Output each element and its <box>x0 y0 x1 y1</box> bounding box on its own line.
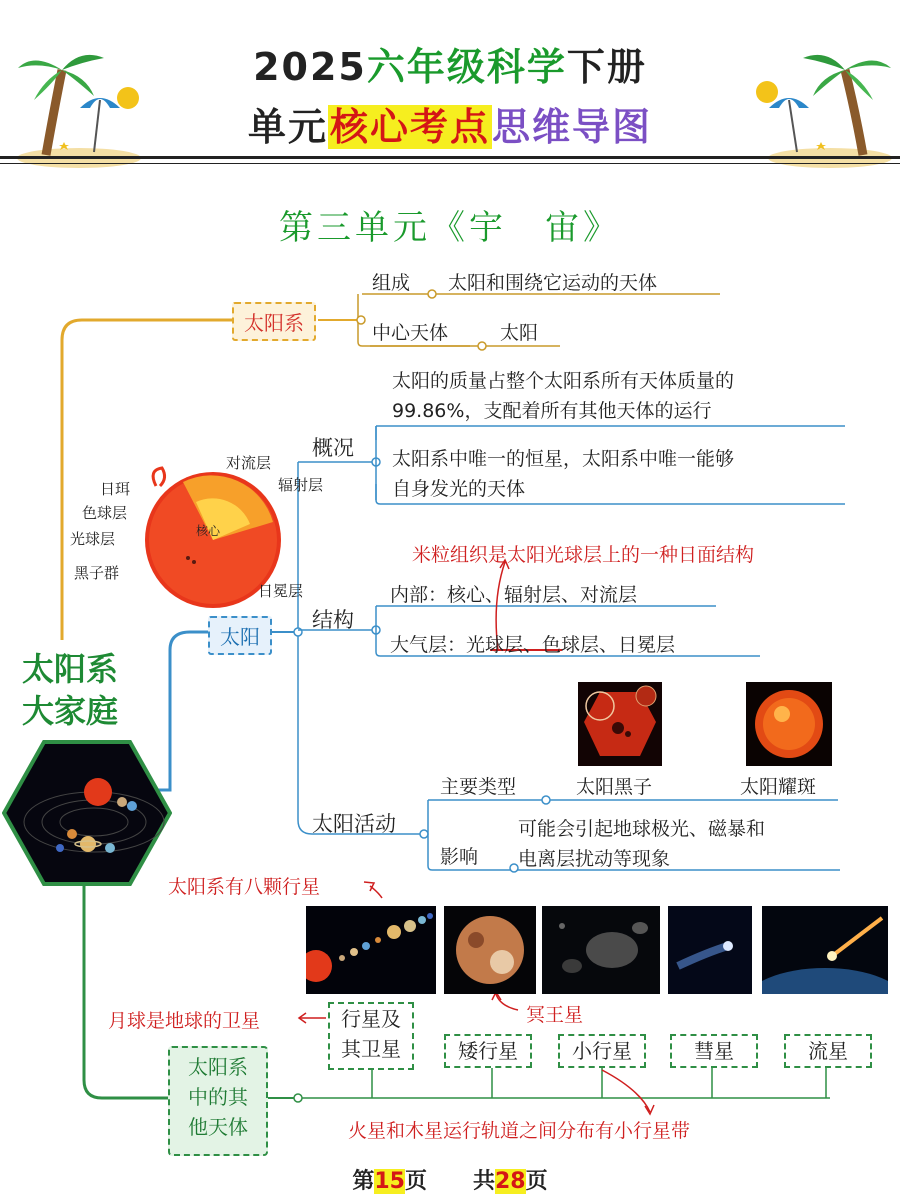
main-topic-line2: 大家庭 <box>21 692 118 730</box>
solar-system-hexagon-image <box>2 740 172 886</box>
eight-planets-note: 太阳系有八颗行星 <box>168 876 321 898</box>
total-prefix: 共 <box>472 1169 495 1194</box>
page-number: 15 <box>374 1169 405 1194</box>
label-convection: 对流层 <box>226 454 272 472</box>
other-bodies-line1: 太阳系 <box>188 1055 248 1079</box>
category-planets-line2: 其卫星 <box>341 1037 401 1061</box>
header-year: 2025 <box>253 45 367 89</box>
category-comet: 彗星 <box>670 1034 758 1068</box>
category-planets <box>328 1002 414 1070</box>
structure-atmosphere: 大气层：光球层、色球层、日冕层 <box>390 634 676 656</box>
unit-title: 第三单元《宇 宙》 <box>279 208 621 248</box>
main-types-label: 主要类型 <box>440 776 517 798</box>
label-core: 核心 <box>196 524 221 538</box>
total-pages: 28 <box>495 1169 526 1194</box>
main-topic <box>20 648 120 732</box>
label-chromosphere: 色球层 <box>82 504 128 522</box>
comet-photo <box>668 906 752 994</box>
solar-system-tag: 太阳系 <box>232 302 316 341</box>
page-indicator <box>0 1164 900 1195</box>
asteroid-belt-note: 火星和木星运行轨道之间分布有小行星带 <box>348 1120 691 1142</box>
label-sunspots: 黑子群 <box>74 564 120 582</box>
type-flare: 太阳耀斑 <box>740 776 817 798</box>
asteroid-photo <box>542 906 660 994</box>
meteor-photo <box>762 906 888 994</box>
sunspot-photo <box>578 682 662 766</box>
total-suffix: 页 <box>525 1169 548 1194</box>
dwarf-planet-photo <box>444 906 536 994</box>
overview-2-line2: 自身发光的天体 <box>392 478 526 500</box>
label-photosphere: 光球层 <box>70 530 116 548</box>
planets-photo <box>306 906 436 994</box>
page-suffix: 页 <box>405 1169 428 1194</box>
solar-flare-photo <box>746 682 832 766</box>
header-mindmap: 思维导图 <box>492 105 653 149</box>
category-asteroid: 小行星 <box>558 1034 646 1068</box>
header-unit: 单元 <box>247 105 328 149</box>
center-label: 中心天体 <box>372 322 449 344</box>
header-volume: 下册 <box>566 45 647 89</box>
main-topic-line1: 太阳系 <box>21 650 118 688</box>
moon-note: 月球是地球的卫星 <box>108 1010 261 1032</box>
effect-line1: 可能会引起地球极光、磁暴和 <box>518 818 766 840</box>
category-meteor: 流星 <box>784 1034 872 1068</box>
effect-label: 影响 <box>440 846 479 868</box>
center-value: 太阳 <box>500 322 539 344</box>
effect-line2: 电离层扰动等现象 <box>518 848 671 870</box>
other-bodies-line2: 中的其 <box>188 1085 248 1109</box>
overview-1-line1: 太阳的质量占整个太阳系所有天体质量的 <box>392 370 735 392</box>
type-sunspot: 太阳黑子 <box>576 776 653 798</box>
other-bodies-tag <box>168 1046 268 1156</box>
label-radiation: 辐射层 <box>278 476 324 494</box>
composition-label: 组成 <box>372 272 411 294</box>
header-highlight: 核心考点 <box>329 105 490 149</box>
pluto-note: 冥王星 <box>526 1004 584 1026</box>
overview-1-line2: 99.86%，支配着所有其他天体的运行 <box>392 400 712 422</box>
overview-label: 概况 <box>312 436 354 460</box>
label-prominence: 日珥 <box>100 480 131 498</box>
structure-label: 结构 <box>312 608 354 632</box>
granule-note: 米粒组织是太阳光球层上的一种日面结构 <box>412 544 755 566</box>
activity-label: 太阳活动 <box>312 812 396 836</box>
header-grade: 六年级科学 <box>366 45 567 89</box>
structure-inner: 内部：核心、辐射层、对流层 <box>390 584 638 606</box>
page-prefix: 第 <box>352 1169 375 1194</box>
other-bodies-line3: 他天体 <box>188 1115 248 1139</box>
category-dwarf-planet: 矮行星 <box>444 1034 532 1068</box>
label-corona: 日冕层 <box>258 582 304 600</box>
overview-2-line1: 太阳系中唯一的恒星，太阳系中唯一能够 <box>392 448 735 470</box>
composition-value: 太阳和围绕它运动的天体 <box>448 272 658 294</box>
category-planets-line1: 行星及 <box>341 1007 401 1031</box>
sun-tag: 太阳 <box>208 616 272 655</box>
